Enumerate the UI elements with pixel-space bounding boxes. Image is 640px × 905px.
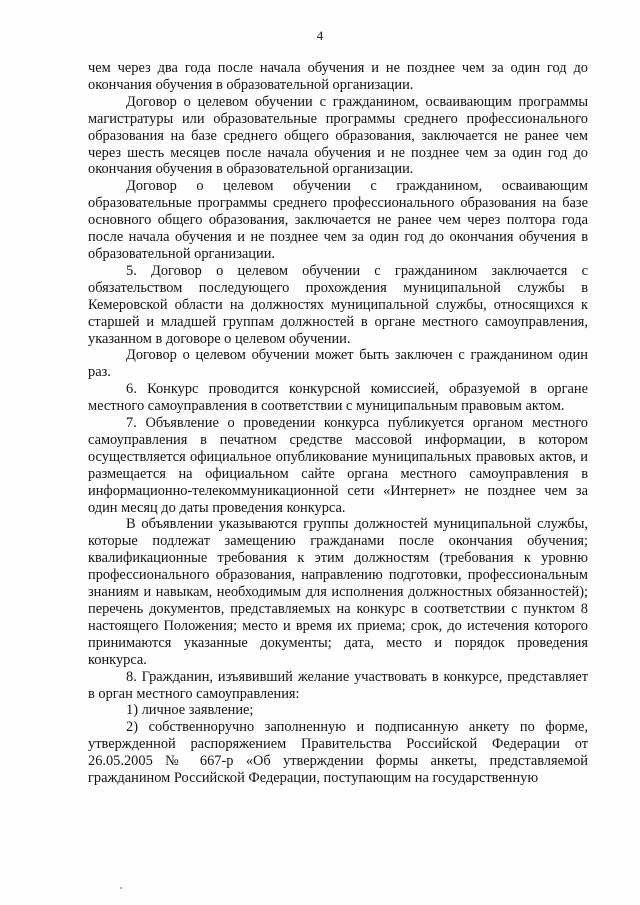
scan-speck bbox=[120, 887, 122, 889]
paragraph-item-5: 5. Договор о целевом обучении с гражданином заключается с обязательством последующего прохождения муниципальной службы в Кемеровской области на должностях муниципальной службы, относящихся к старшей и младшей группам должностей в органе местного самоуправления, указанном в договоре о целевом обучении. bbox=[88, 262, 588, 347]
paragraph-announcement-content: В объявлении указываются группы должностей муниципальной службы, которые подлежат замещению гражданами после окончания обучения; квалификационные требования к этим должностям (требования к уровню профессионального образования, направлению подготовки, профессиональным знаниям и навыкам, необходимым для исполнения должностных обязанностей); перечень документов, представляемых на конкурс в соответствии с пунктом 8 настоящего Положения; место и время их приема; срок, до истечения которого принимаются указанные документы; дата, место и порядок проведения конкурса. bbox=[88, 516, 588, 668]
paragraph-spo-basic-contract: Договор о целевом обучении с гражданином, осваивающим образовательные программы среднего профессионального образования на базе основного общего образования, заключается не ранее чем через полтора года после начала обучения и не позднее чем за один год до окончания обучения в образовательной организации. bbox=[88, 178, 588, 262]
page-number: 4 bbox=[316, 28, 324, 43]
list-item-application: 1) личное заявление; bbox=[126, 702, 254, 719]
list-item-questionnaire: 2) собственноручно заполненную и подписанную анкету по форме, утвержденной распоряжением Правительства Российской Федерации от 26.05.2005 № 667-р «Об утверждении формы анкеты, представляемой гражданином Российской Федерации, поступающим на государственную bbox=[88, 719, 588, 787]
paragraph-item-6: 6. Конкурс проводится конкурсной комиссией, образуемой в органе местного самоуправления в соответствии с муниципальным правовым актом. bbox=[88, 381, 588, 415]
paragraph-contract-once: Договор о целевом обучении может быть заключен с гражданином один раз. bbox=[88, 347, 588, 381]
paragraph-item-7: 7. Объявление о проведении конкурса публикуется органом местного самоуправления в печатном средстве массовой информации, в котором осуществляется официальное опубликование муниципальных правовых актов, и размещается на официальном сайте органа местного самоуправления в информационно-телекоммуникационной сети «Интернет» не позднее чем за один месяц до даты проведения конкурса. bbox=[88, 415, 588, 516]
paragraph-item-8: 8. Гражданин, изъявивший желание участвовать в конкурсе, представляет в орган местного самоуправления: bbox=[88, 668, 588, 702]
paragraph-continuation: чем через два года после начала обучения и не позднее чем за один год до окончания обучения в образовательной организации. bbox=[88, 60, 588, 93]
paragraph-magistracy-contract: Договор о целевом обучении с гражданином, осваивающим программы магистратуры или образовательные программы среднего профессионального образования на базе среднего общего образования, заключается не ранее чем через шесть месяцев после начала обучения и не позднее чем за один год до окончания обучения в образовательной организации. bbox=[88, 93, 588, 178]
document-body bbox=[88, 60, 588, 787]
